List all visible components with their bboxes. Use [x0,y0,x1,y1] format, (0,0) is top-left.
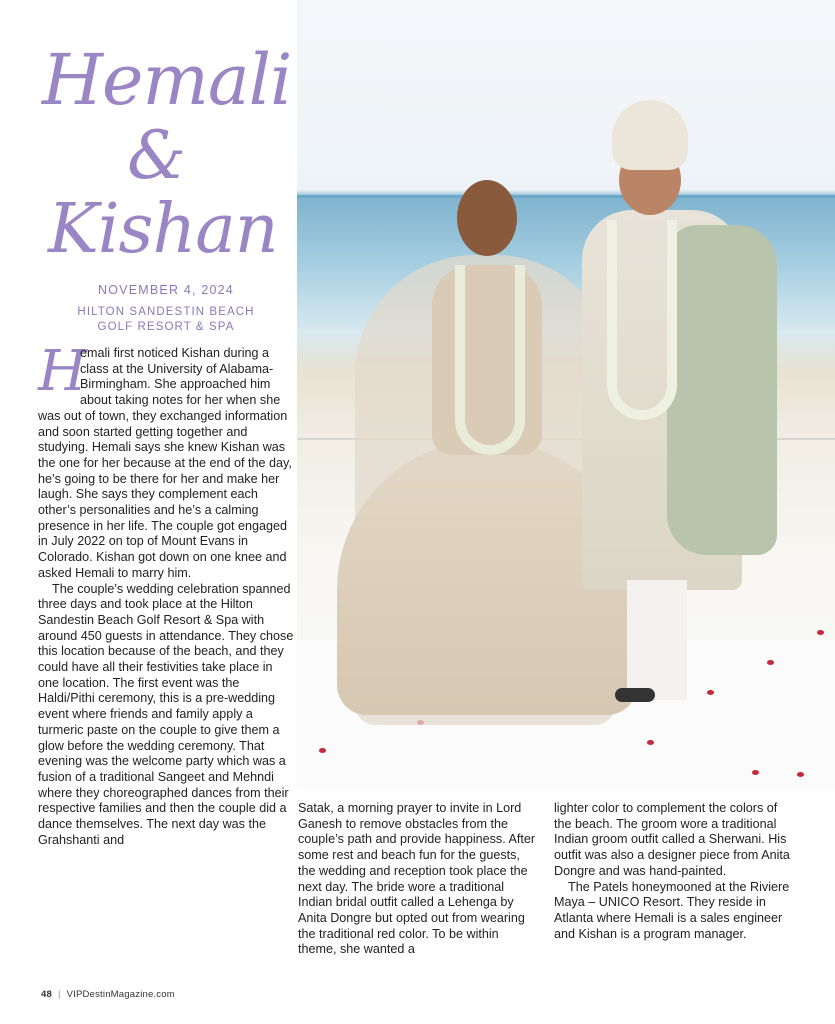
article-column-3 [554,801,794,942]
article-paragraph-4: lighter color to complement the colors of the beach. The groom wore a traditional Indian groom outfit called a Sherwani. His outfit was also a designer piece from Anita Dongre and was hand-painted. [554,801,790,878]
article-paragraph-5: The Patels honeymooned at the Riviere Maya – UNICO Resort. They reside in Atlanta where Hemali is a sales engineer and Kishan is a program manager. [554,879,790,941]
venue-line-1: HILTON SANDESTIN BEACH [77,306,255,318]
left-column [38,0,294,1000]
footer-site: VIPDestinMagazine.com [66,989,175,1000]
groom-figure [567,100,787,710]
article-column-1 [38,339,294,849]
wedding-date: NOVEMBER 4, 2024 [98,283,234,297]
wedding-venue [38,305,294,335]
ampersand: & [127,117,185,194]
article-column-2 [298,801,538,958]
venue-line-2: GOLF RESORT & SPA [97,321,235,333]
groom-name: Kishan [48,190,278,269]
drop-cap: H [38,339,87,404]
bride-name: Hemali [42,39,292,121]
wedding-photo [297,0,835,790]
page-number: 48 [41,989,52,1000]
footer-separator: | [57,989,61,1000]
page-footer [41,989,175,1000]
article-paragraph-1: emali first noticed Kishan during a class at the University of Alabama-Birmingham. She approached him about taking notes for her when she was out of town, they exchanged information and soon started getting together and studying. Hemali says she knew Kishan was the one for her because at the end of the day, he’s going to be there for her and make her laugh. She says they complement each other’s personalities and he’s a calming presence in her life. The couple got engaged in July 2022 on top of Mount Evans in Colorado. Kishan got down on one knee and asked Hemali to marry him. [38,346,292,580]
article-paragraph-3: Satak, a morning prayer to invite in Lord Ganesh to remove obstacles from the couple’s path and provide happiness. After some rest and beach fun for the guests, the wedding and reception took place the next day. The bride wore a traditional Indian bridal outfit called a Lehenga by Anita Dongre but opted out from wearing the traditional red color. To be within theme, she wanted a [298,801,536,957]
article-paragraph-2: The couple’s wedding celebration spanned three days and took place at the Hilton Sandestin Beach Golf Resort & Spa with around 450 guests in attendance. They chose this location because of the beach, and they could have all their festivities take place in one location. The first event was the Haldi/Pithi ceremony, this is a pre-wedding event where friends and family apply a turmeric paste on the couple to give them a glow before the wedding ceremony. That evening was the welcome party which was a fusion of a traditional Sangeet and Mehndi where they choreographed dances from their respective families and then the couple did a dance themselves. The next day was the Grahshanti and [38,581,294,847]
